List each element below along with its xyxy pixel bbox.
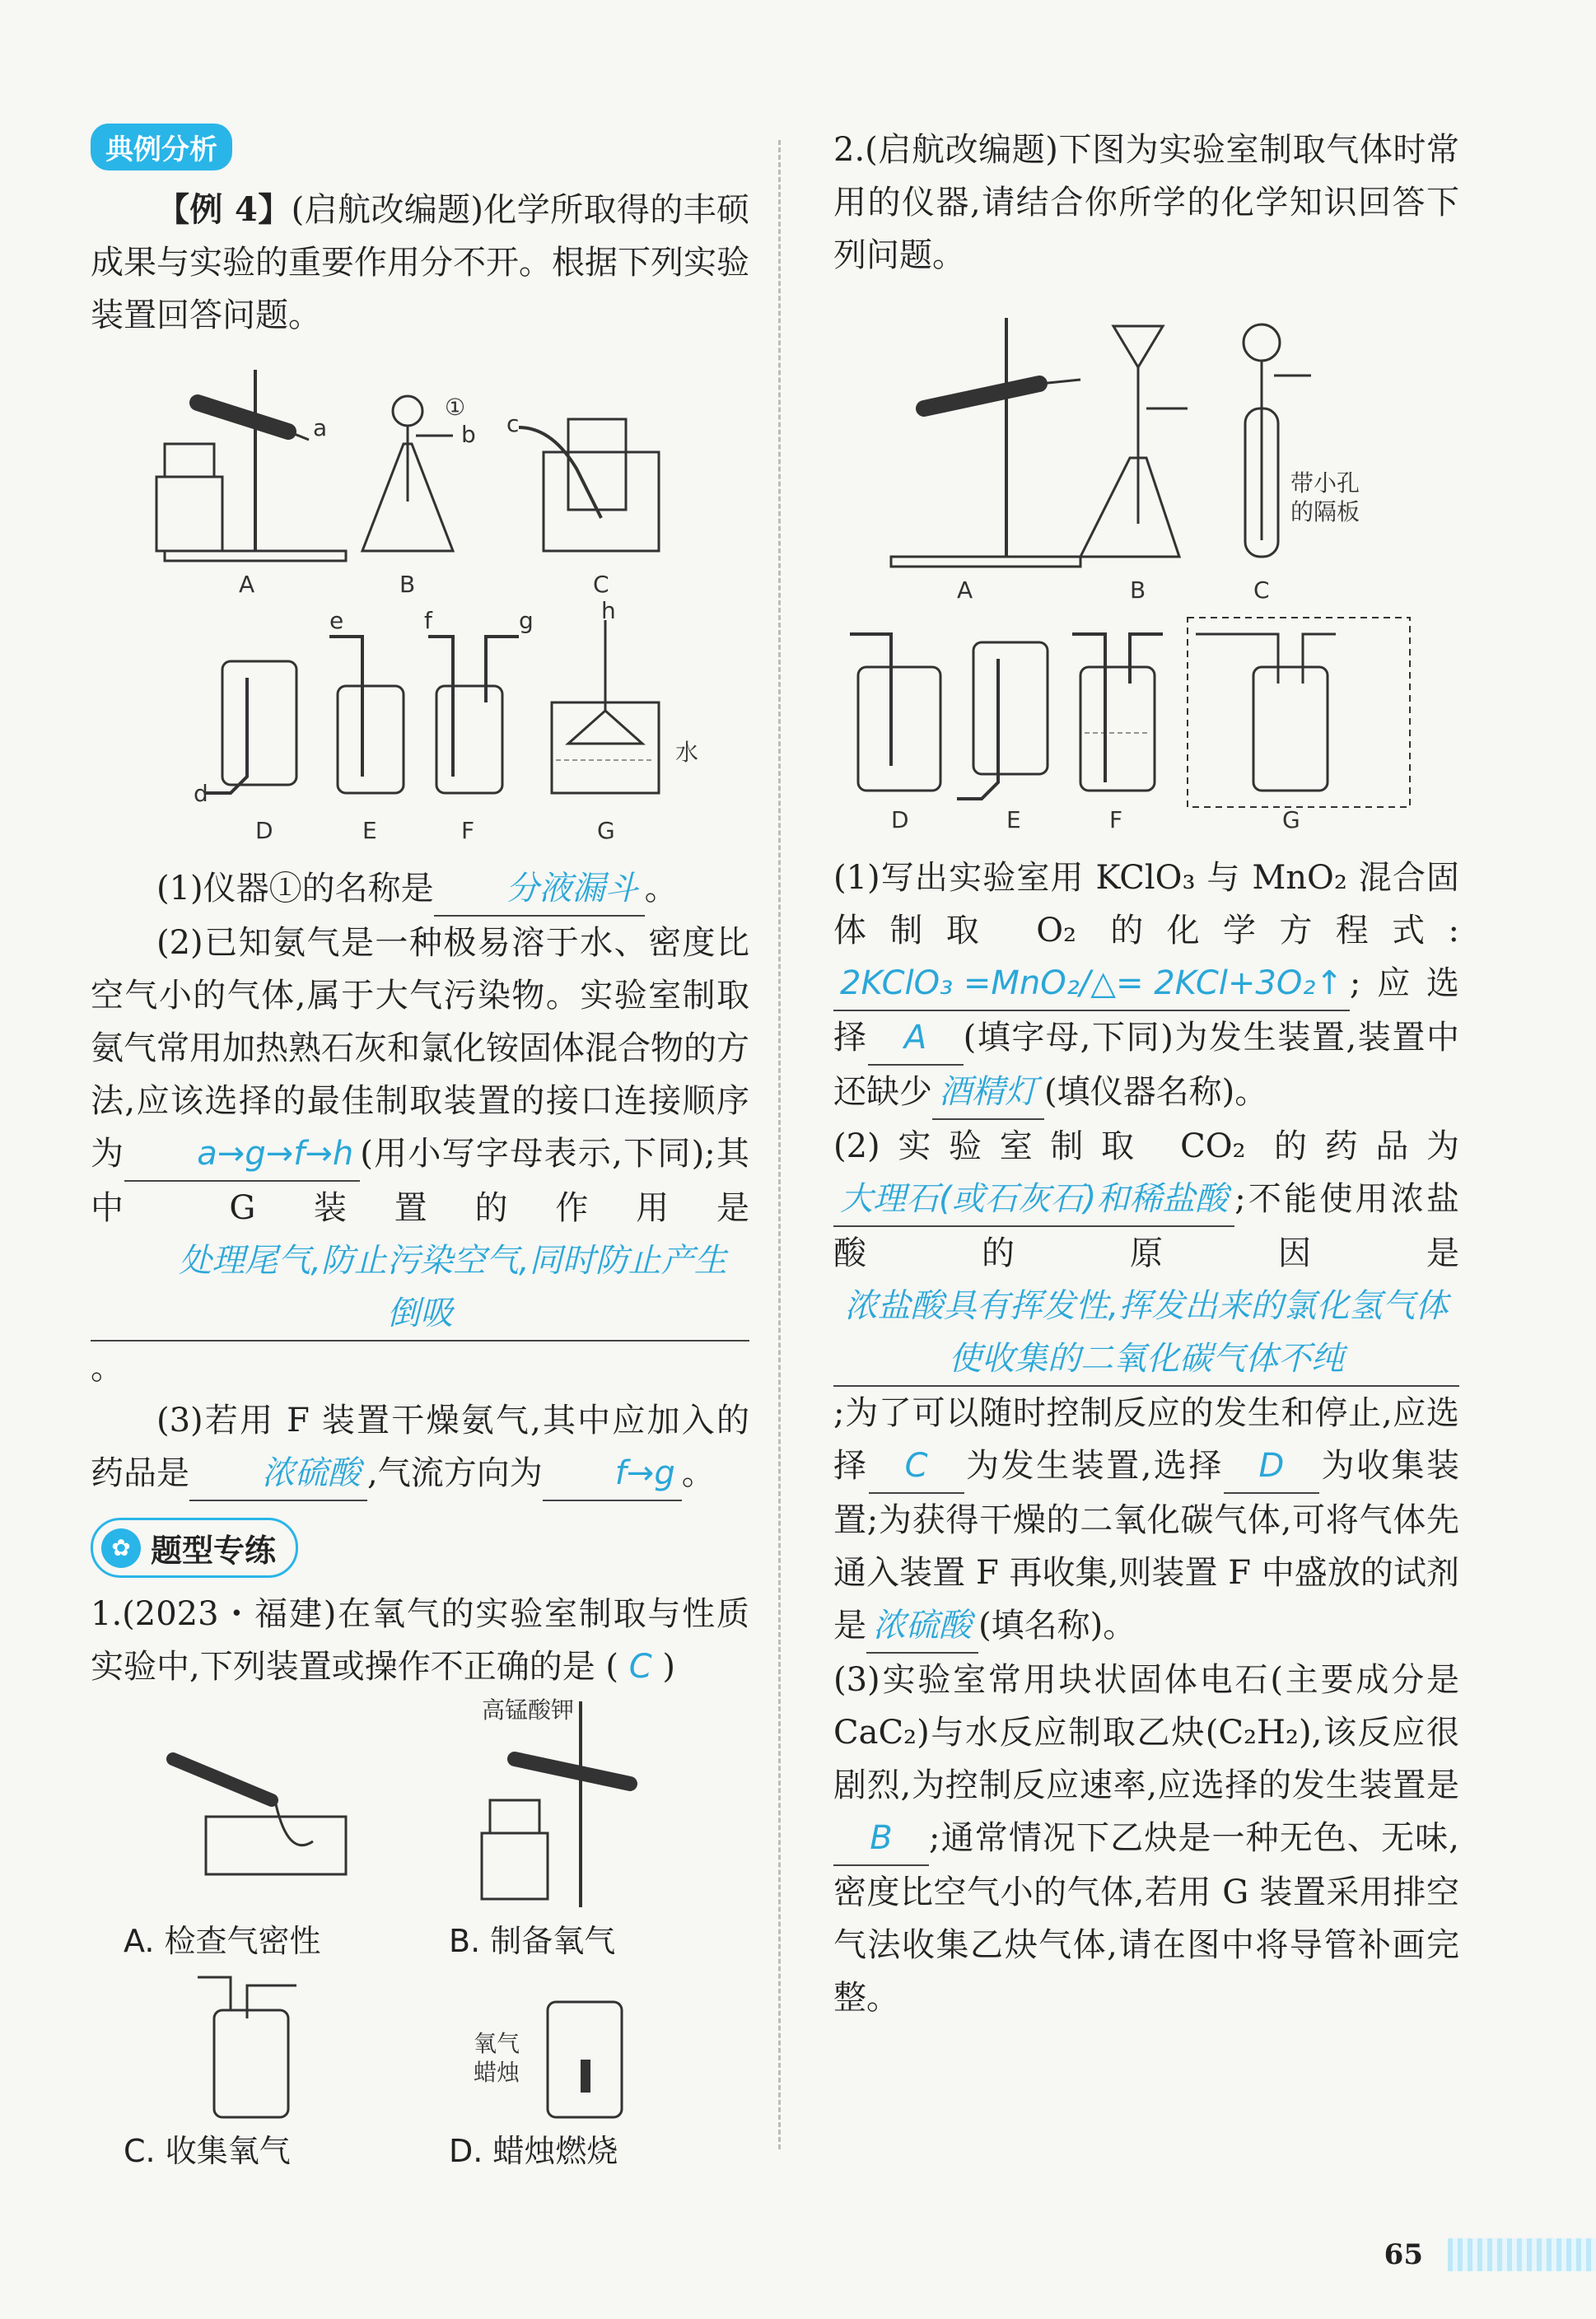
label-C: C — [593, 571, 609, 598]
option-a-figure — [124, 1693, 412, 1915]
problem-1-answer: C — [628, 1648, 652, 1686]
option-b: B. 制备氧气 — [449, 1923, 616, 1959]
svg-text:高锰酸钾: 高锰酸钾 — [482, 1696, 575, 1724]
svg-text:h: h — [601, 597, 616, 624]
svg-text:蜡烛: 蜡烛 — [474, 2059, 520, 2086]
answer-3a: 浓硫酸 — [189, 1447, 367, 1501]
option-a: A. 检查气密性 — [124, 1923, 321, 1959]
question-1: (1)仪器①的名称是 分液漏斗 。 — [91, 862, 749, 917]
question-r3: (3)实验室常用块状固体电石(主要成分是 CaC₂)与水反应制取乙炔(C₂H₂),该反应很剧烈,为控制反应速率,应选择的发生装置是B ;通常情况下乙炔是一种无色、无味,密度比空气小的气体,若用 G 装置采用排空气法收集乙炔气体,请在图中将导管补画完整。 — [833, 1661, 1459, 2017]
svg-text:G: G — [1282, 806, 1300, 833]
svg-text:a: a — [313, 414, 328, 441]
svg-text:E: E — [1006, 806, 1021, 833]
answer-r2b: 浓盐酸具有挥发性,挥发出来的氯化氢气体使收集的二氧化碳气体不纯 — [833, 1280, 1459, 1387]
label-A: A — [239, 571, 255, 598]
option-c: C. 收集氧气 — [124, 2133, 291, 2169]
option-d: D. 蜡烛燃烧 — [449, 2133, 618, 2169]
svg-text:g: g — [519, 607, 534, 634]
label-B: B — [399, 571, 416, 598]
answer-r2a: 大理石(或石灰石)和稀盐酸 — [833, 1173, 1234, 1227]
answer-r1b: 酒精灯 — [932, 1066, 1044, 1120]
answer-r1a: A — [868, 1011, 964, 1066]
svg-text:b: b — [461, 421, 476, 448]
answer-3b: f→g — [543, 1447, 682, 1501]
answer-1: 分液漏斗 — [434, 862, 645, 917]
question-r2: (2)实验室制取 CO₂ 的药品为大理石(或石灰石)和稀盐酸 ;不能使用浓盐酸的原因是浓盐酸具有挥发性,挥发出来的氯化氢气体使收集的二氧化碳气体不纯;为了可以随时控制反应的发生和停止,应选择 C 为发生装置,选择 D 为收集装置;为获得干燥的二氧化碳气体,可将气体先通入装置 F 再收集,则装置 F 中盛放的试剂是 浓硫酸 (填名称)。 — [833, 1120, 1459, 1654]
answer-2b: 处理尾气,防止污染空气,同时防止产生倒吸 — [91, 1234, 749, 1341]
svg-text:e: e — [329, 607, 344, 634]
answer-r2c: C — [869, 1439, 964, 1494]
svg-text:①: ① — [445, 394, 466, 421]
question-3: (3)若用 F 装置干燥氨气,其中应加入的药品是 浓硫酸 ,气流方向为 f→g 。 — [91, 1394, 749, 1501]
svg-text:d: d — [194, 780, 208, 807]
question-r1: (1)写出实验室用 KClO₃ 与 MnO₂ 混合固体制取 O₂ 的化学方程式: 2KClO₃ =MnO₂/△= 2KCl+3O₂↑ ;应选择 A (填字母,下同)为发生装置,装置中还缺少 酒精灯 (填仪器名称)。 — [833, 852, 1459, 1120]
answer-r1-eq: 2KClO₃ =MnO₂/△= 2KCl+3O₂↑ — [833, 957, 1350, 1011]
brain-icon: ✿ — [101, 1528, 141, 1568]
svg-text:c: c — [506, 410, 520, 437]
left-column — [91, 124, 749, 2171]
column-divider — [778, 140, 781, 2149]
label-F: F — [461, 817, 475, 844]
answer-r2d: D — [1224, 1439, 1319, 1494]
apparatus-figure-defg — [91, 597, 749, 851]
right-column — [833, 124, 1459, 2024]
svg-text:的隔板: 的隔板 — [1290, 498, 1360, 525]
svg-text:B: B — [1130, 576, 1146, 604]
page-strip-decoration — [1448, 2238, 1596, 2271]
problem-2: 2.(启航改编题)下图为实验室制取气体时常用的仪器,请结合你所学的化学知识回答下列问题。 — [833, 131, 1459, 274]
apparatus-figure-right-abc — [833, 293, 1459, 606]
question-2: (2)已知氨气是一种极易溶于水、密度比空气小的气体,属于大气污染物。实验室制取氨气常用加热熟石灰和氯化铵固体混合物的方法,应该选择的最佳制取装置的接口连接顺序为 a→g→f→h (用小写字母表示,下同);其中 G 装置的作用是处理尾气,防止污染空气,同时防止产生倒吸。 — [91, 924, 750, 1387]
svg-text:F: F — [1109, 806, 1123, 833]
label-G: G — [597, 817, 615, 844]
example-badge: 典例分析 — [91, 124, 232, 170]
apparatus-figure-abc — [91, 353, 749, 600]
svg-text:水: 水 — [675, 739, 699, 766]
apparatus-figure-right-defg — [833, 618, 1459, 840]
label-E: E — [362, 817, 377, 844]
page-number: 65 — [1384, 2238, 1423, 2271]
svg-text:A: A — [957, 576, 973, 604]
answer-r2e: 浓硫酸 — [866, 1599, 978, 1654]
svg-text:f: f — [424, 607, 432, 634]
practice-badge: ✿ 题型专练 — [91, 1518, 298, 1578]
example-4-text: 【例 4】(启航改编题)化学所取得的丰硕成果与实验的重要作用分不开。根据下列实验装置回答问题。 — [91, 190, 750, 334]
answer-r3: B — [833, 1812, 929, 1866]
label-D: D — [255, 817, 273, 844]
svg-text:氧气: 氧气 — [474, 2030, 520, 2057]
svg-text:带小孔: 带小孔 — [1290, 469, 1360, 497]
option-c-figure — [124, 1961, 412, 2125]
problem-1-options — [124, 1693, 749, 2171]
problem-1: 1.(2023・福建)在氧气的实验室制取与性质实验中,下列装置或操作不正确的是 ( C ) — [91, 1595, 749, 1686]
option-d-figure — [449, 1961, 737, 2125]
answer-2a: a→g→f→h — [124, 1127, 360, 1182]
svg-text:C: C — [1253, 576, 1270, 604]
svg-text:D: D — [891, 806, 909, 833]
option-b-figure — [449, 1693, 737, 1915]
